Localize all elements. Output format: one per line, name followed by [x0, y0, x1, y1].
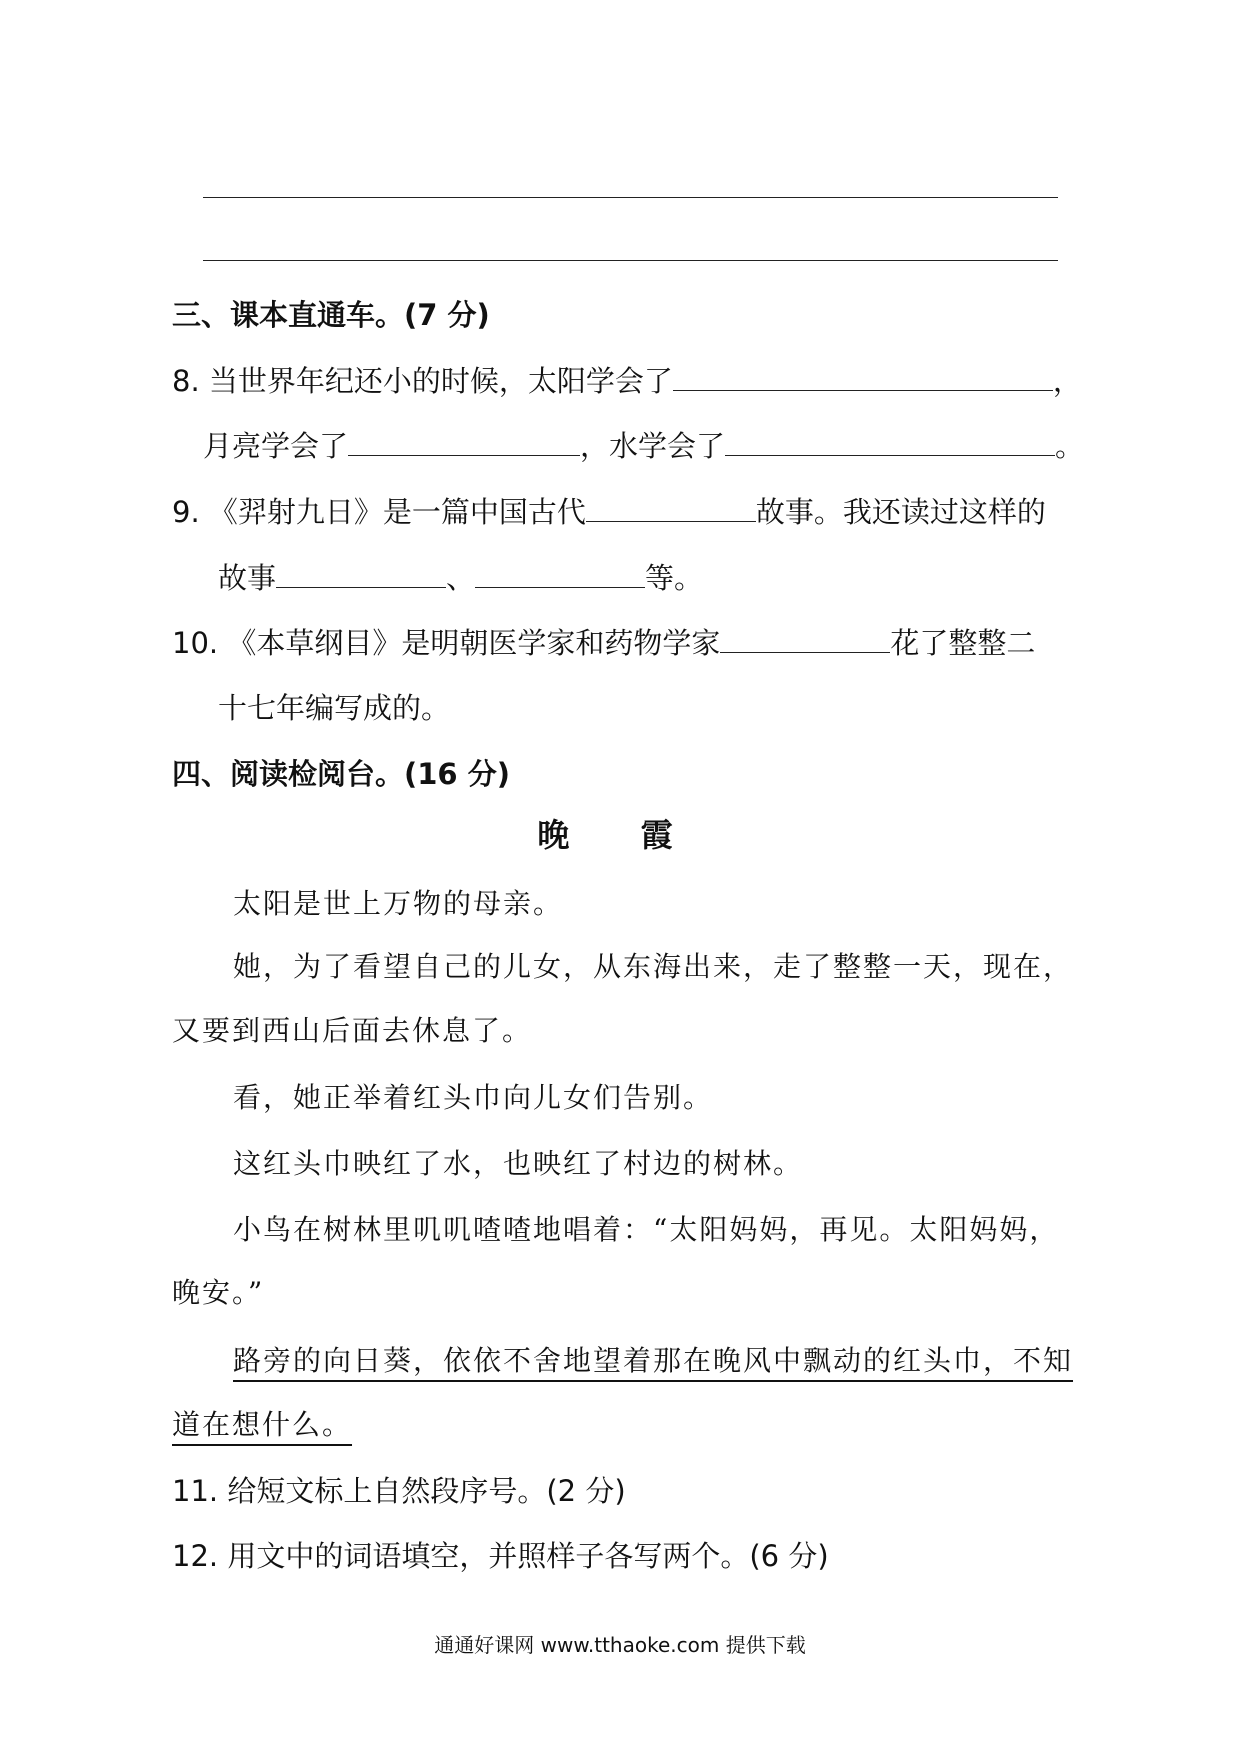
fill-blank[interactable] — [276, 563, 446, 588]
passage-paragraph: 她，为了看望自己的儿女，从东海出来，走了整整一天，现在， — [233, 950, 1074, 983]
question-10-line-2: 十七年编写成的。 — [218, 691, 451, 725]
footer-watermark: 通通好课网 www.tthaoke.com 提供下载 — [434, 1633, 806, 1657]
answer-line — [203, 197, 1058, 198]
fill-blank[interactable] — [725, 431, 1055, 456]
question-9-line-1: 9. 《羿射九日》是一篇中国古代 故事。我还读过这样的 — [172, 495, 1046, 529]
fill-blank[interactable] — [475, 563, 645, 588]
passage-paragraph: 又要到西山后面去休息了。 — [172, 1014, 533, 1047]
question-12: 12. 用文中的词语填空，并照样子各写两个。(6 分) — [172, 1539, 829, 1573]
fill-blank[interactable] — [720, 628, 890, 653]
passage-paragraph: 看，她正举着红头巾向儿女们告别。 — [233, 1081, 714, 1114]
passage-paragraph: 这红头巾映红了水，也映红了村边的树林。 — [233, 1147, 804, 1180]
passage-paragraph-underlined: 路旁的向日葵，依依不舍地望着那在晚风中飘动的红头巾，不知 — [233, 1344, 1074, 1377]
section-4-heading: 四、阅读检阅台。(16 分) — [172, 757, 510, 791]
fill-blank[interactable] — [673, 366, 1053, 391]
question-8-line-1: 8. 当世界年纪还小的时候，太阳学会了 ， — [172, 364, 1082, 398]
fill-blank[interactable] — [348, 431, 580, 456]
question-10-line-1: 10. 《本草纲目》是明朝医学家和药物学家 花了整整二 — [172, 626, 1036, 660]
passage-paragraph: 小鸟在树林里叽叽喳喳地唱着：“太阳妈妈，再见。太阳妈妈， — [233, 1213, 1060, 1246]
question-9-line-2: 故事 、 等。 — [218, 561, 704, 595]
passage-title: 晚 霞 — [537, 816, 703, 854]
passage-paragraph: 太阳是世上万物的母亲。 — [233, 887, 564, 920]
answer-line — [203, 260, 1058, 261]
question-8-line-2: 月亮学会了 ，水学会了 。 — [203, 429, 1085, 463]
fill-blank[interactable] — [586, 497, 756, 522]
section-3-heading: 三、课本直通车。(7 分) — [172, 298, 490, 332]
passage-paragraph-underlined: 道在想什么。 — [172, 1408, 353, 1441]
question-11: 11. 给短文标上自然段序号。(2 分) — [172, 1474, 626, 1508]
passage-paragraph: 晚安。” — [172, 1276, 265, 1309]
